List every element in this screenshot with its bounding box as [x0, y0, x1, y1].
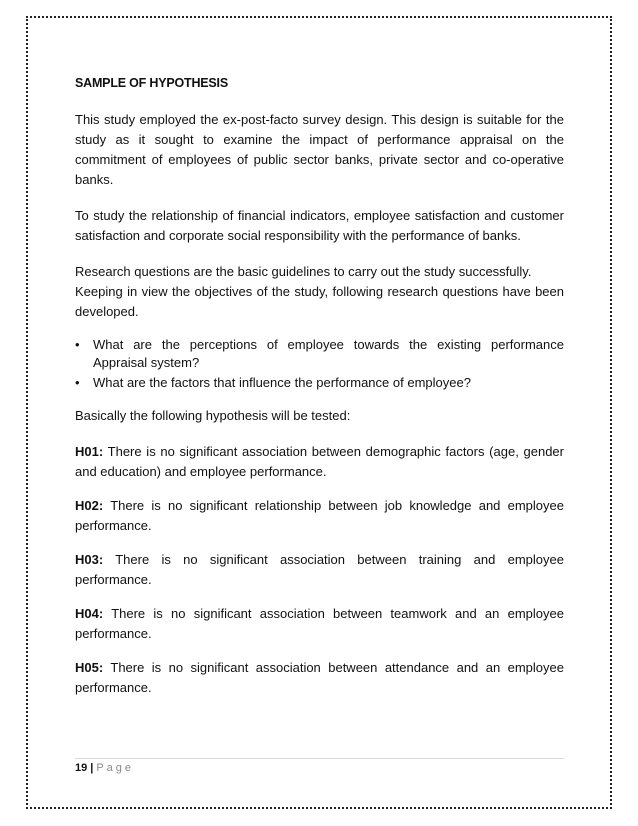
footer-divider: [75, 758, 564, 759]
page-footer: [75, 761, 134, 775]
paragraph-keeping-in-view: Keeping in view the objectives of the study, following research questions have been developed.: [75, 284, 564, 319]
list-item: [75, 374, 564, 392]
hypothesis-h01: [75, 442, 564, 482]
hypothesis-label: H04:: [75, 606, 104, 621]
hypothesis-label: H01:: [75, 444, 104, 459]
paragraph-design: This study employed the ex-post-facto survey design. This design is suitable for the study as it sought to examine the impact of performance appraisal on the commitment of employees of public sector banks, private sector and co-operative banks.: [75, 112, 564, 187]
question-text: What are the perceptions of employee towards the existing performance Appraisal system?: [93, 337, 564, 370]
hypothesis-text: There is no significant association between attendance and an employee performance.: [75, 660, 564, 695]
paragraph-objective: To study the relationship of financial indicators, employee satisfaction and customer satisfaction and corporate social responsibility with the performance of banks.: [75, 208, 564, 243]
hypothesis-h05: [75, 658, 564, 698]
hypothesis-h02: [75, 496, 564, 536]
hypothesis-intro: Basically the following hypothesis will be tested:: [75, 408, 351, 423]
page-label: Page: [96, 762, 135, 774]
hypothesis-h03: [75, 550, 564, 590]
hypothesis-text: There is no significant association between training and employee performance.: [75, 552, 564, 587]
bullet-icon: •: [75, 337, 80, 352]
hypothesis-text: There is no significant association between teamwork and an employee performance.: [75, 606, 564, 641]
list-item: [75, 336, 564, 372]
hypothesis-label: H02:: [75, 498, 104, 513]
paragraph-research-questions: Research questions are the basic guidelines to carry out the study successfully.: [75, 264, 532, 279]
section-heading: SAMPLE OF HYPOTHESIS: [75, 76, 228, 90]
hypothesis-text: There is no significant relationship between job knowledge and employee performance.: [75, 498, 564, 533]
question-text: What are the factors that influence the performance of employee?: [93, 375, 471, 390]
hypothesis-text: There is no significant association between demographic factors (age, gender and education) and employee performance.: [75, 444, 564, 479]
hypothesis-h04: [75, 604, 564, 644]
footer-separator: |: [90, 762, 94, 774]
research-question-list: [75, 336, 564, 392]
document-body: [75, 73, 564, 712]
bullet-icon: •: [75, 375, 80, 390]
page-number: 19: [75, 762, 88, 774]
hypothesis-label: H03:: [75, 552, 104, 567]
hypothesis-label: H05:: [75, 660, 104, 675]
